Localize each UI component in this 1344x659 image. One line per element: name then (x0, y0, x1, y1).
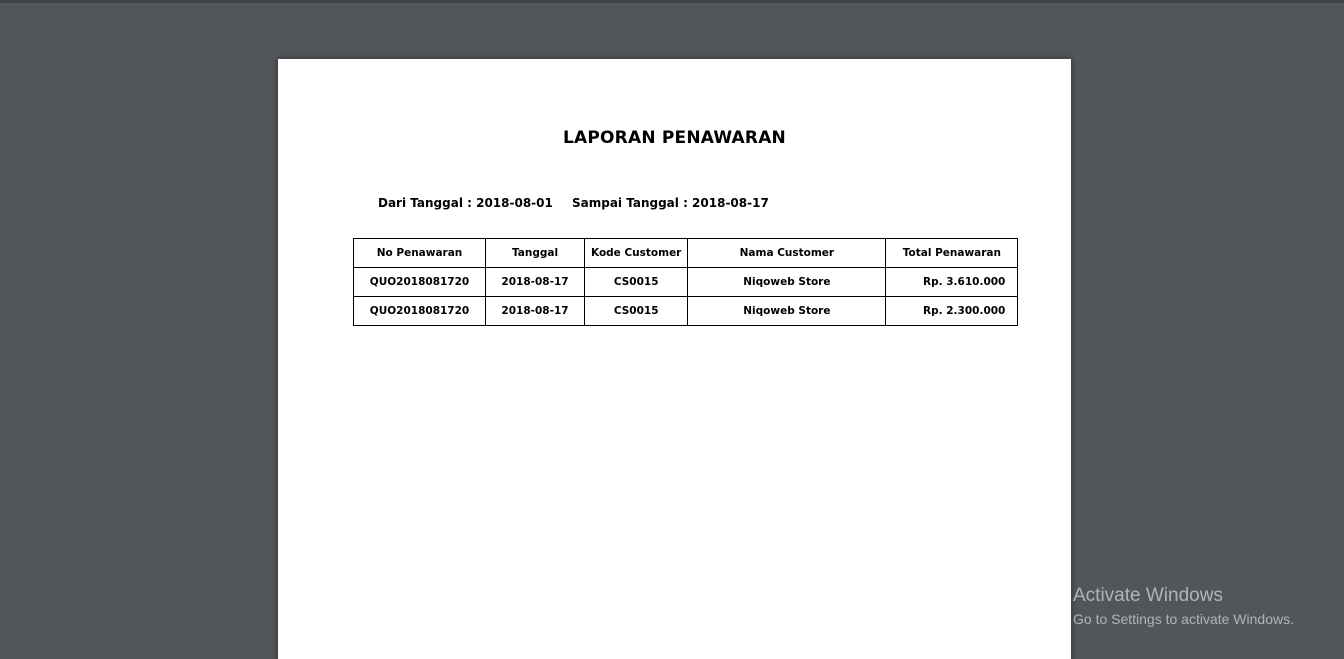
table-row (354, 297, 1018, 326)
cell-tanggal: 2018-08-17 (486, 297, 585, 326)
cell-total-penawaran: Rp. 3.610.000 (886, 268, 1018, 297)
cell-kode-customer: CS0015 (585, 297, 688, 326)
report-page (278, 59, 1071, 659)
cell-no-penawaran: QUO2018081720 (354, 297, 486, 326)
cell-no-penawaran: QUO2018081720 (354, 268, 486, 297)
activate-windows-watermark (1073, 585, 1294, 629)
watermark-title: Activate Windows (1073, 585, 1223, 606)
report-title: LAPORAN PENAWARAN (562, 128, 786, 148)
date-from-label: Dari Tanggal : 2018-08-01 (378, 196, 553, 210)
watermark-subtitle: Go to Settings to activate Windows. (1073, 611, 1294, 627)
header-no-penawaran: No Penawaran (354, 239, 486, 268)
header-nama-customer: Nama Customer (688, 239, 886, 268)
offer-report-table (353, 238, 1018, 326)
cell-total-penawaran: Rp. 2.300.000 (886, 297, 1018, 326)
cell-kode-customer: CS0015 (585, 268, 688, 297)
header-kode-customer: Kode Customer (585, 239, 688, 268)
cell-nama-customer: Niqoweb Store (688, 268, 886, 297)
cell-tanggal: 2018-08-17 (486, 268, 585, 297)
header-tanggal: Tanggal (486, 239, 585, 268)
table-header-row (354, 239, 1018, 268)
header-total-penawaran: Total Penawaran (886, 239, 1018, 268)
date-to-label: Sampai Tanggal : 2018-08-17 (572, 196, 769, 210)
cell-nama-customer: Niqoweb Store (688, 297, 886, 326)
table-row (354, 268, 1018, 297)
